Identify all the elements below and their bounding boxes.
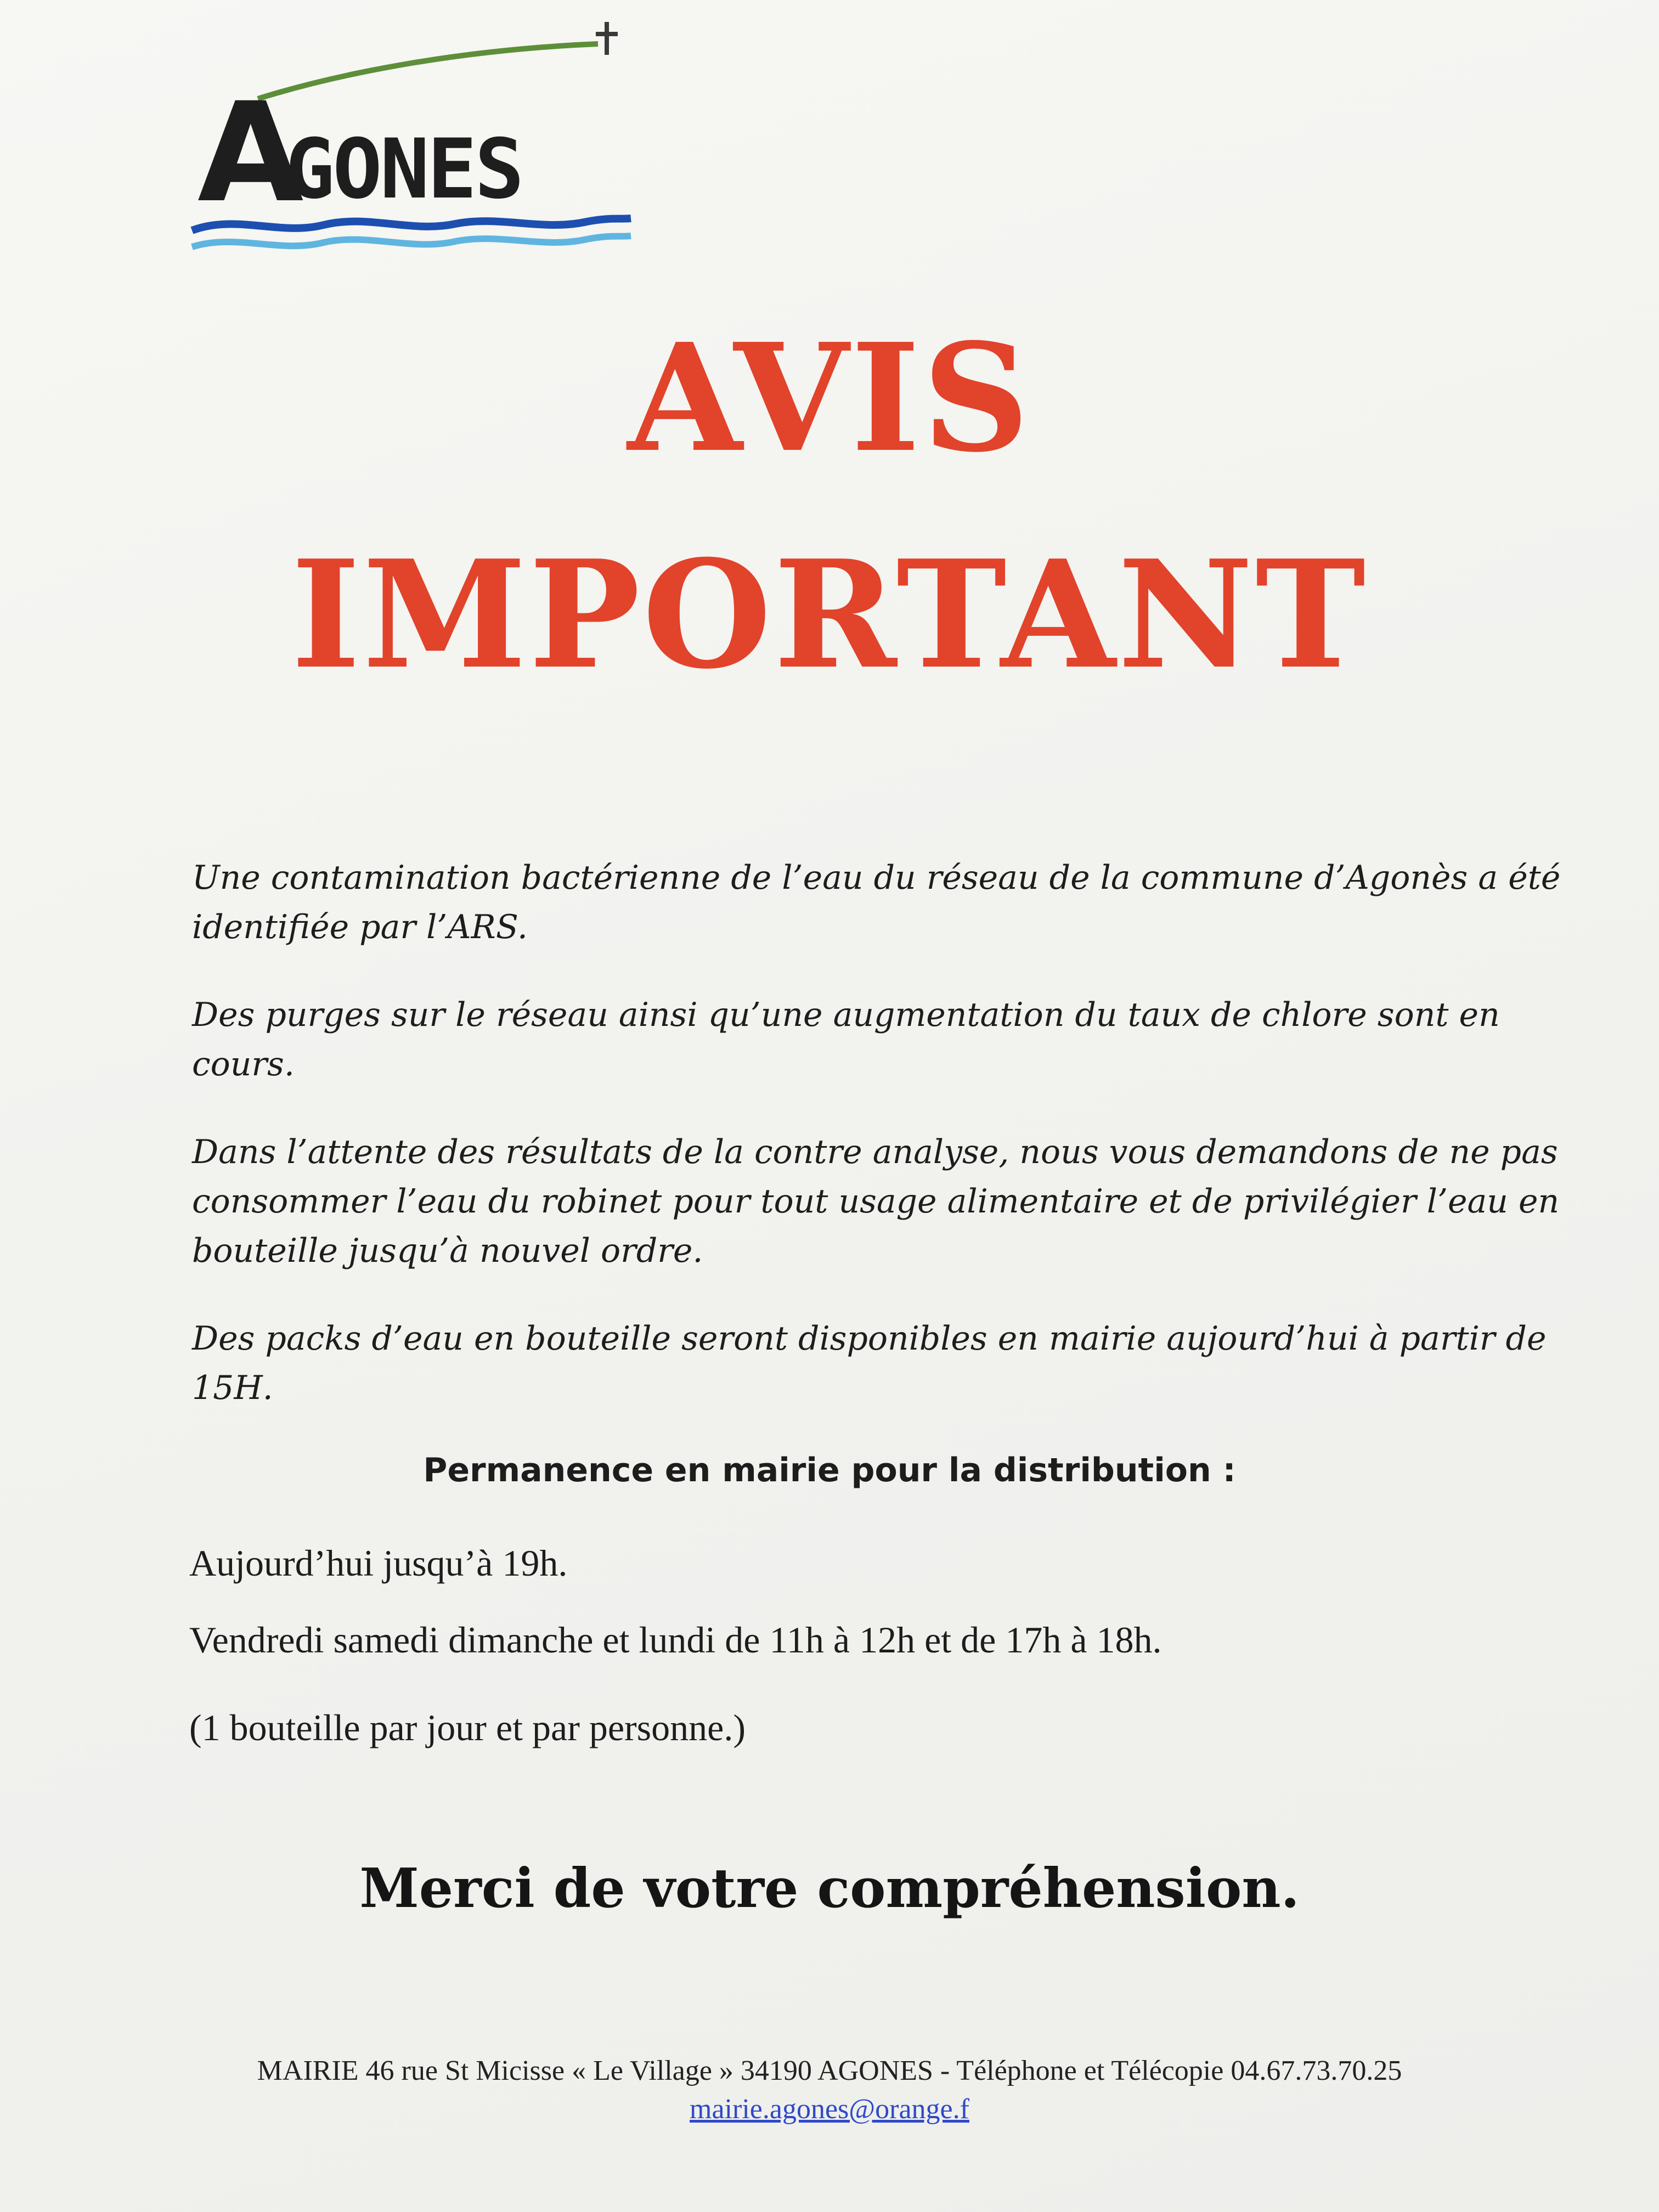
svg-text:A: A <box>198 73 301 233</box>
schedule-limit: (1 bouteille par jour et par personne.) <box>189 1707 746 1748</box>
paragraph-purges: Des purges sur le réseau ainsi qu’une augmentation du taux de chlore sont en cours. <box>192 996 1500 1084</box>
schedule-today: Aujourd’hui jusqu’à 19h. <box>189 1542 568 1584</box>
footer-email-line <box>0 2093 1659 2125</box>
title-avis: AVIS <box>627 311 1032 485</box>
paragraph-analyse: Dans l’attente des résultats de la contre analyse, nous vous demandons de ne pas consommer l’eau du robinet pour tout usage alimentaire et de privilégier l’eau en bouteille jusqu’à nouvel ordre. <box>192 1133 1560 1270</box>
title-important: IMPORTANT <box>291 527 1368 702</box>
paragraph-contamination: Une contamination bactérienne de l’eau du réseau de la commune d’Agonès a été identifiée par l’ARS. <box>192 859 1561 946</box>
permanence-heading: Permanence en mairie pour la distribution : <box>423 1451 1236 1489</box>
agones-logo <box>181 16 636 258</box>
agones-logo-graphic <box>181 16 636 258</box>
schedule-weekend: Vendredi samedi dimanche et lundi de 11h à 12h et de 17h à 18h. <box>189 1619 1162 1661</box>
footer-address: MAIRIE 46 rue St Micisse « Le Village » 34190 AGONES - Téléphone et Télécopie 04.67.73.70.25 <box>257 2055 1402 2086</box>
email-link[interactable]: mairie.agones@orange.f <box>690 2094 969 2125</box>
paragraph-packs: Des packs d’eau en bouteille seront disponibles en mairie aujourd’hui à partir de 15H. <box>192 1319 1547 1407</box>
closing-thanks: Merci de votre compréhension. <box>359 1857 1300 1920</box>
svg-text:GONES: GONES <box>285 122 522 217</box>
